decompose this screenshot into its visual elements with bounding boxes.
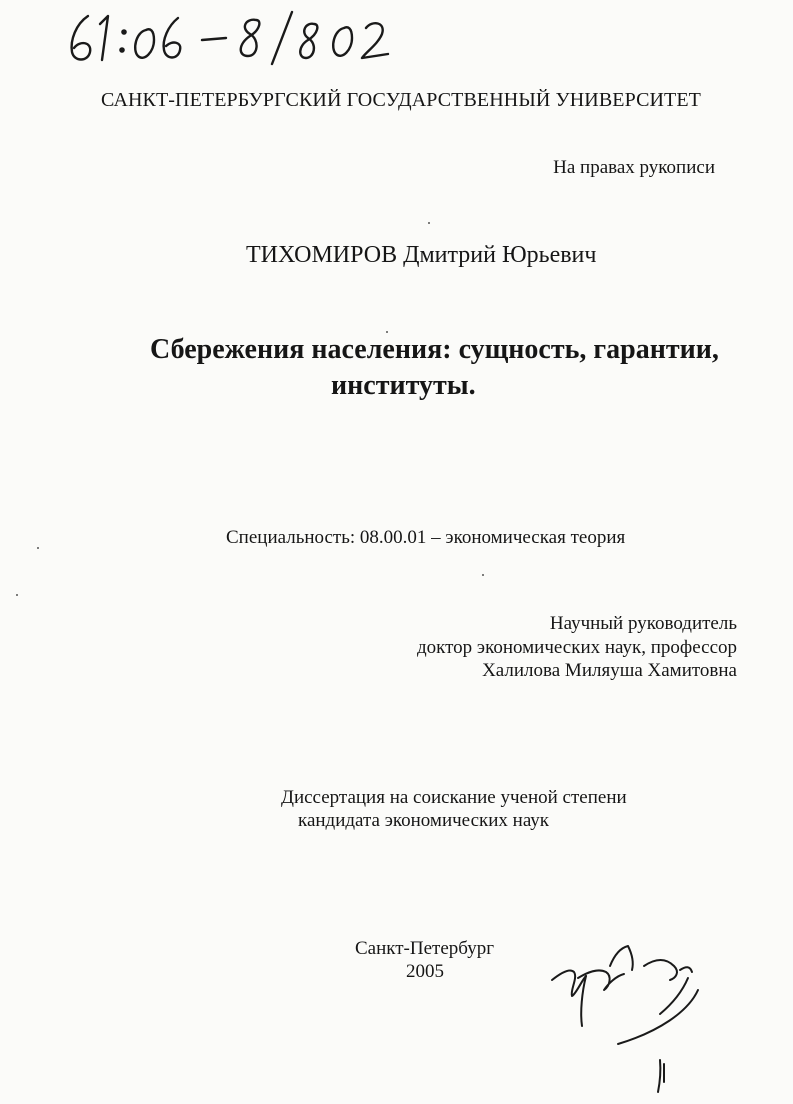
signature bbox=[548, 932, 718, 1097]
scan-speck bbox=[386, 331, 388, 333]
scan-speck bbox=[428, 222, 430, 224]
scan-speck bbox=[37, 547, 39, 549]
scan-speck bbox=[16, 594, 18, 596]
scan-speck bbox=[482, 574, 484, 576]
archive-number-drawing bbox=[62, 10, 402, 66]
supervisor-degree: доктор экономических наук, профессор bbox=[416, 637, 737, 658]
specialty: Специальность: 08.00.01 – экономическая теория bbox=[226, 527, 626, 548]
thesis-title-line-2: институты. bbox=[331, 370, 476, 401]
thesis-title-line-1: Сбережения населения: сущность, гарантии, bbox=[150, 334, 719, 365]
author-name: ТИХОМИРОВ Дмитрий Юрьевич bbox=[246, 242, 597, 268]
signature-drawing bbox=[548, 932, 718, 1097]
year: 2005 bbox=[406, 961, 444, 982]
supervisor-role: Научный руководитель bbox=[549, 613, 737, 634]
supervisor-name: Халилова Миляуша Хамитовна bbox=[482, 660, 737, 681]
manuscript-rights-note: На правах рукописи bbox=[553, 157, 715, 178]
city: Санкт-Петербург bbox=[355, 938, 495, 959]
dissertation-line-1: Диссертация на соискание ученой степени bbox=[281, 787, 627, 808]
university-name: САНКТ-ПЕТЕРБУРГСКИЙ ГОСУДАРСТВЕННЫЙ УНИВЕРСИТЕТ bbox=[101, 89, 702, 111]
archive-number-handwritten bbox=[62, 10, 402, 66]
dissertation-line-2: кандидата экономических наук bbox=[298, 810, 550, 831]
